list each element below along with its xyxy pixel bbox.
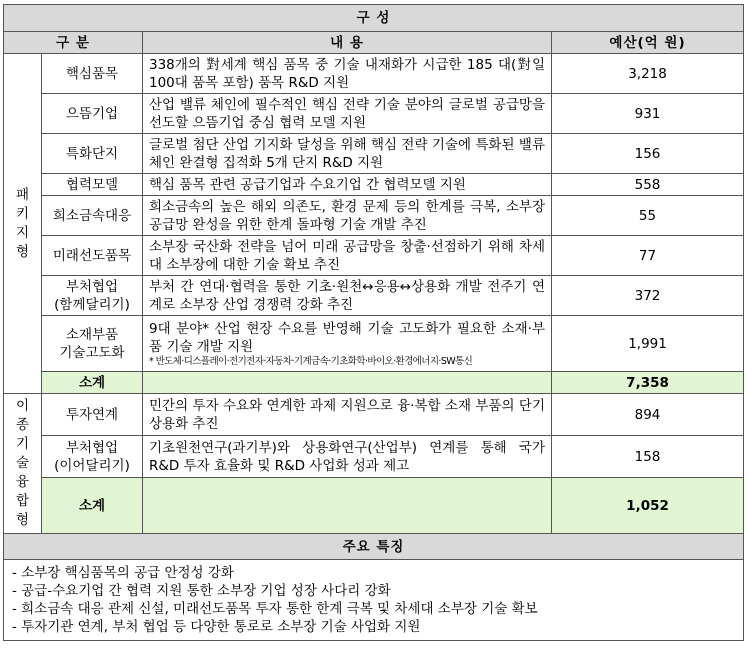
subtotal-row (4, 478, 744, 534)
subtotal-value: 7,358 (552, 372, 744, 394)
item-budget: 158 (552, 436, 744, 478)
item-budget: 894 (552, 394, 744, 436)
feature-item: - 공급-수요기업 간 협력 지원 통한 소부장 기업 성장 사다리 강화 (12, 583, 391, 599)
table-row (4, 316, 744, 372)
item-content: 희소금속의 높은 해외 의존도, 환경 문제 등의 한계를 극복, 소부장 공급망 완성을 위한 한계 돌파형 기술 개발 추진 (143, 196, 552, 236)
item-content: 338개의 對세계 핵심 품목 중 기술 내재화가 시급한 185 대(對일 100대 품목 포함) 품목 R&D 지원 (143, 54, 552, 94)
subtotal-row (4, 372, 744, 394)
subtotal-value: 1,052 (552, 478, 744, 534)
feature-item: - 희소금속 대응 관제 신설, 미래선도품목 투자 통한 한계 극복 및 차세대 소부장 기술 확보 (12, 601, 538, 617)
item-content: 소부장 국산화 전략을 넘어 미래 공급망을 창출·선점하기 위해 차세대 소부장에 대한 기술 확보 추진 (143, 236, 552, 276)
item-content: 핵심 품목 관련 공급기업과 수요기업 간 협력모델 지원 (143, 174, 552, 196)
item-content: 글로벌 첨단 산업 기지화 달성을 위해 핵심 전략 기술에 특화된 밸류체인 완결형 집적화 5개 단지 R&D 지원 (143, 134, 552, 174)
subtotal-spacer (143, 372, 552, 394)
item-name: 미래선도품목 (42, 236, 143, 276)
table-row (4, 134, 744, 174)
item-name: 희소금속대응 (42, 196, 143, 236)
subtotal-spacer (143, 478, 552, 534)
feature-item: - 소부장 핵심품목의 공급 안정성 강화 (12, 565, 234, 581)
header-budget: 예산(억 원) (552, 32, 744, 54)
item-name: 협력모델 (42, 174, 143, 196)
features-title: 주요 특징 (4, 534, 744, 560)
item-budget: 156 (552, 134, 744, 174)
table-row (4, 394, 744, 436)
item-name: 핵심품목 (42, 54, 143, 94)
table-row (4, 94, 744, 134)
feature-item: - 투자기관 연계, 부처 협업 등 다양한 통로로 소부장 기술 사업화 지원 (12, 619, 421, 635)
item-name: 부처협업 (함께달리기) (42, 276, 143, 316)
table-row (4, 174, 744, 196)
group-label-fusion: 이 종 기 술 융 합 형 (4, 394, 42, 534)
item-content: 기초원천연구(과기부)와 상용화연구(산업부) 연계를 통해 국가 R&D 투자 효율화 및 R&D 사업화 성과 제고 (143, 436, 552, 478)
table-row (4, 276, 744, 316)
group-label-package: 패 키 지 형 (4, 54, 42, 394)
item-content: 9대 분야* 산업 현장 수요를 반영해 기술 고도화가 필요한 소재·부품 기술 개발 지원 (149, 320, 545, 355)
budget-table (3, 4, 744, 641)
item-budget: 558 (552, 174, 744, 196)
item-budget: 3,218 (552, 54, 744, 94)
item-content: 부처 간 연대·협력을 통한 기초·원천↔응용↔상용화 개발 전주기 연계로 소부장 산업 경쟁력 강화 추진 (143, 276, 552, 316)
item-budget: 931 (552, 94, 744, 134)
table-row (4, 54, 744, 94)
table-row (4, 196, 744, 236)
item-budget: 77 (552, 236, 744, 276)
item-content: 산업 밸류 체인에 필수적인 핵심 전략 기술 분야의 글로벌 공급망을 선도할 으뜸기업 중심 협력 모델 지원 (143, 94, 552, 134)
item-name: 으뜸기업 (42, 94, 143, 134)
table-row (4, 236, 744, 276)
subtotal-label: 소계 (42, 478, 143, 534)
item-budget: 372 (552, 276, 744, 316)
item-name: 부처협업 (이어달리기) (42, 436, 143, 478)
table-row (4, 436, 744, 478)
header-content: 내 용 (143, 32, 552, 54)
features-list (4, 560, 744, 641)
item-budget: 55 (552, 196, 744, 236)
item-footnote: * 반도체·디스플레이·전기전자·자동차·기계금속·기초화학·바이오·환경에너지·SW통신 (149, 355, 473, 367)
table-title: 구 성 (4, 5, 744, 32)
item-name: 투자연계 (42, 394, 143, 436)
item-name: 소재부품 기술고도화 (42, 316, 143, 372)
item-content-cell (143, 316, 552, 372)
item-budget: 1,991 (552, 316, 744, 372)
header-category: 구 분 (4, 32, 143, 54)
item-content: 민간의 투자 수요와 연계한 과제 지원으로 융·복합 소재 부품의 단기 상용화 추진 (143, 394, 552, 436)
item-name: 특화단지 (42, 134, 143, 174)
subtotal-label: 소계 (42, 372, 143, 394)
header-row (4, 32, 744, 54)
